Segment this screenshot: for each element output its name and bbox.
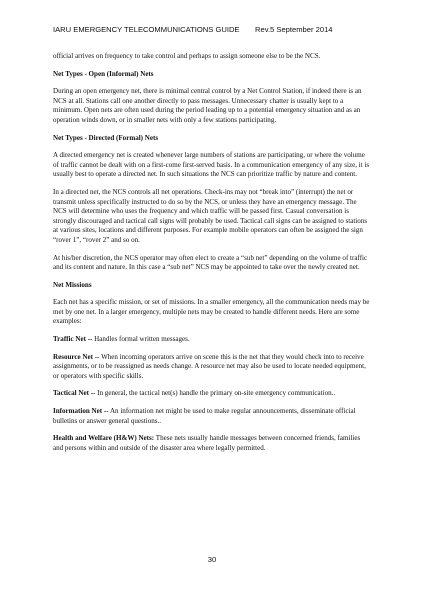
paragraph-directed-1: A directed emergency net is created whenever large numbers of stations are participating, or where the volume of traffic cannot be dealt with on a first-come first-served basis. In a communication emergency of any size, it is usually best to operate a directed net. In such situations the NCS can prioritize traffic by nature and content. [53, 151, 370, 179]
heading-net-missions: Net Missions [53, 280, 92, 289]
tactical-net-label: Tactical Net -- [53, 389, 96, 398]
paragraph-resource-net [53, 353, 371, 382]
header-revision: Rev.5 September 2014 [255, 25, 333, 34]
page-body [53, 52, 371, 461]
header-title: IARU EMERGENCY TELECOMMUNICATIONS GUIDE [53, 25, 240, 34]
health-welfare-text: These nets usually handle messages between concerned friends, families and persons within and outside of the disaster area where legally permitted. [53, 434, 361, 452]
paragraph-open-nets: During an open emergency net, there is minimal central control by a Net Control Station, if indeed there is an NCS at all. Stations call one another directly to pass messages. Unnecessary chatter is usually kept to a minimum. Open nets are often used during the period leading up to a potential emergency situation and as an operation winds down, or in smaller nets with only a few stations participating. [53, 87, 362, 124]
heading-directed-nets: Net Types - Directed (Formal) Nets [53, 133, 159, 142]
information-net-label: Information Net -- [53, 407, 109, 416]
information-net-text: An information net might be used to make regular announcements, disseminate official bulletins or answer general questions.. [53, 407, 356, 425]
paragraph-directed-3: At his/her discretion, the NCS operator may often elect to create a “sub net” depending on the volume of traffic and its content and nature. In this case a “sub net” NCS may be appointed to take over the newly created net. [53, 253, 368, 272]
heading-open-nets: Net Types - Open (Informal) Nets [53, 69, 154, 78]
tactical-net-text: In general, the tactical net(s) handle the primary on-site emergency communication.. [95, 389, 336, 398]
paragraph-net-missions: Each net has a specific mission, or set of missions. In a smaller emergency, all the communication needs may be met by one net. In a larger emergency, multiple nets may be created to handle different needs. Here are some examples: [53, 298, 370, 326]
page-number: 30 [207, 555, 217, 564]
paragraph-information-net [53, 407, 371, 426]
traffic-net-label: Traffic Net -- [53, 335, 93, 344]
resource-net-label: Resource Net -- [53, 352, 100, 361]
paragraph-ncs-continued: official arrives on frequency to take control and perhaps to assign someone else to be the NCS. [53, 52, 321, 60]
paragraph-tactical-net [53, 389, 371, 399]
resource-net-text: When incoming operators arrive on scene this is the net that they would check into to receive assignments, or to be reassigned as needs change. A resource net may also be used to locate needed equipment, or operators with specific skills. [53, 352, 366, 380]
paragraph-health-welfare-net [53, 434, 371, 453]
traffic-net-text: Handles formal written messages. [92, 335, 190, 344]
health-welfare-label: Health and Welfare (H&W) Nets: [53, 434, 155, 443]
paragraph-directed-2: In a directed net, the NCS controls all net operations. Check-ins may not “break into” (interrupt) the net or transmit unless specifically instructed to do so by the NCS, or unless they have an emergency message. The NCS will determine who uses the frequency and which traffic will be passed first. Casual conversation is strongly discouraged and tactical call signs will probably be used. Tactical call signs can be assigned to stations at various sites, locations and different purposes. For example mobile operators can often be assigned the sign “rover 1”, “rover 2” and so on. [53, 187, 368, 244]
paragraph-traffic-net [53, 335, 371, 345]
